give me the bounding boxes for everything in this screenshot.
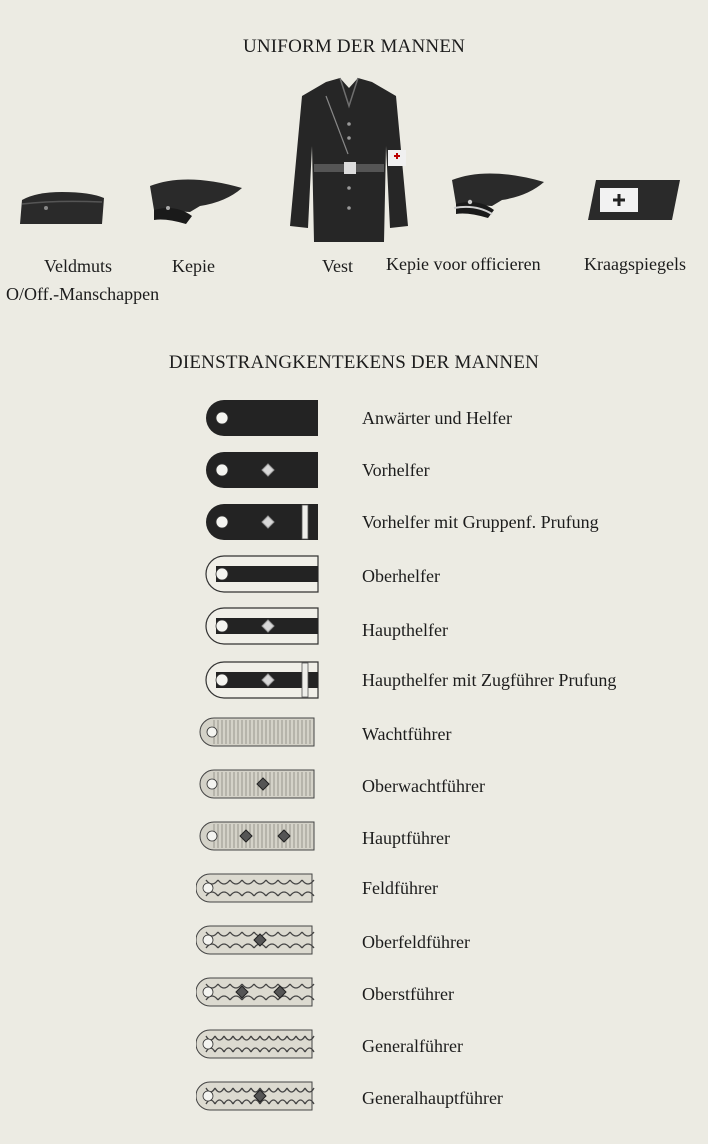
rank-row [0,658,708,702]
rank-row [0,552,708,596]
rank-name: Haupthelfer mit Zugführer Prufung [362,670,617,690]
shoulder-strap-icon [196,1074,322,1118]
rank-name: Oberwachtführer [362,776,485,796]
shoulder-strap-icon [196,604,322,648]
strap-center [216,566,318,582]
rank-name: Feldführer [362,878,438,898]
strap-button-icon [207,831,217,841]
rank-name: Oberfeldführer [362,932,470,952]
strap-button-icon [216,568,228,580]
rank-name: Vorhelfer [362,460,430,480]
strap-button-icon [216,464,228,476]
manschappen-label: O/Off.-Manschappen [6,284,160,304]
rank-row [0,396,708,440]
peaked-cap-icon [146,174,246,230]
rank-name: Oberstführer [362,984,454,1004]
rank-row [0,1022,708,1066]
shoulder-strap-icon [196,762,322,806]
vest-label: Vest [322,256,353,276]
rank-name: Wachtführer [362,724,452,744]
rank-row [0,710,708,754]
strap-button-icon [207,779,217,789]
strap-button-icon [216,516,228,528]
tunic-icon [286,76,412,246]
uniform-title: UNIFORM DER MANNEN [242,36,466,57]
rank-row [0,970,708,1014]
rank-name: Hauptführer [362,828,450,848]
shoulder-strap-icon [196,552,322,596]
rank-name: Haupthelfer [362,620,448,640]
veldmuts-label: Veldmuts [44,256,113,276]
field-cap-icon [16,186,108,232]
strap-button-icon [203,883,213,893]
rank-name: Oberhelfer [362,566,440,586]
strap-button-icon [216,620,228,632]
shoulder-strap-icon [196,918,322,962]
exam-bar-icon [302,663,308,697]
strap-button-icon [216,674,228,686]
shoulder-strap-icon [196,448,322,492]
rank-row [0,1074,708,1118]
shoulder-strap-icon [196,710,322,754]
strap-button-icon [207,727,217,737]
shoulder-strap-icon [196,814,322,858]
exam-bar-icon [302,505,308,539]
strap-button-icon [203,935,213,945]
shoulder-strap-icon [196,1022,322,1066]
shoulder-strap-icon [196,500,322,544]
rank-row [0,866,708,910]
officer-cap-icon [448,168,548,232]
strap-button-icon [216,412,228,424]
rank-row [0,604,708,648]
collar-tab-icon [586,178,682,222]
strap-button-icon [203,1039,213,1049]
strap-button-icon [203,1091,213,1101]
rank-row [0,500,708,544]
shoulder-strap-icon [196,396,322,440]
strap-button-icon [203,987,213,997]
rank-name: Anwärter und Helfer [362,408,512,428]
shoulder-strap-icon [196,658,322,702]
shoulder-strap-icon [196,970,322,1014]
rank-row [0,762,708,806]
rank-name: Generalhauptführer [362,1088,503,1108]
kepie-label: Kepie [172,256,215,276]
rank-row [0,448,708,492]
kraagspiegels-label: Kraagspiegels [584,254,686,274]
ranks-title: DIENSTRANGKENTEKENS DER MANNEN [168,352,540,373]
kepie-officieren-label: Kepie voor officieren [386,254,541,274]
shoulder-strap-icon [196,866,322,910]
rank-name: Generalführer [362,1036,463,1056]
rank-name: Vorhelfer mit Gruppenf. Prufung [362,512,599,532]
rank-row [0,814,708,858]
rank-row [0,918,708,962]
